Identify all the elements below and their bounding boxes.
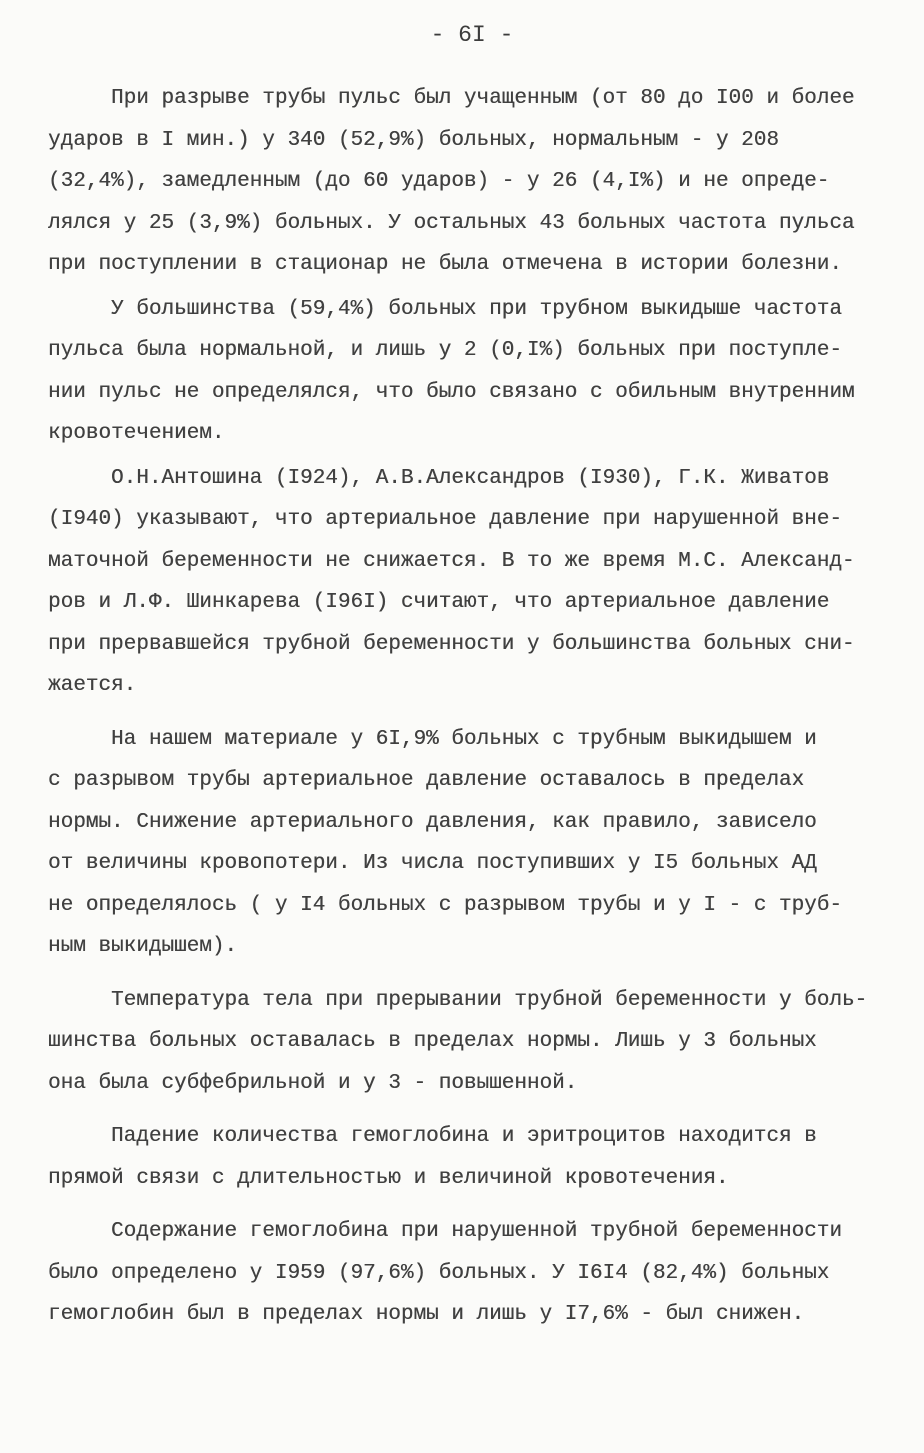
text-line: кровотечением. — [48, 422, 225, 445]
page-number: - 6I - — [430, 22, 514, 48]
text-line: На нашем материале у 6I,9% больных с трубным выкидышем и — [48, 727, 817, 751]
text-line: жается. — [48, 674, 137, 697]
text-line: О.Н.Антошина (I924), А.В.Александров (I930), Г.К. Живатов — [48, 466, 830, 490]
text-line: лялся у 25 (3,9%) больных. У остальных 43 больных частота пульса — [48, 211, 855, 235]
text-line: (I940) указывают, что артериальное давление при нарушенной вне- — [48, 508, 842, 531]
text-line: она была субфебрильной и у 3 - повышенной. — [48, 1071, 578, 1095]
text-line: У большинства (59,4%) больных при трубном выкидыше частота — [48, 297, 842, 321]
paragraph-hemoglobin-drop — [48, 1116, 878, 1199]
paragraph-blood-pressure-own — [48, 719, 878, 968]
text-line: Содержание гемоглобина при нарушенной трубной беременности — [48, 1220, 842, 1243]
text-line: При разрыве трубы пульс был учащенным (от 80 до I00 и более — [48, 87, 855, 110]
text-line: маточной беременности не снижается. В то же время М.С. Александ- — [48, 549, 855, 573]
text-line: прямой связи с длительностью и величиной кровотечения. — [48, 1166, 729, 1190]
paragraph-pulse-abortion — [48, 289, 878, 455]
text-line: с разрывом трубы артериальное давление оставалось в пределах — [48, 769, 805, 792]
text-line: от величины кровопотери. Из числа поступивших у I5 больных АД — [48, 852, 817, 875]
text-line: гемоглобин был в пределах нормы и лишь у I7,6% - был снижен. — [48, 1303, 805, 1326]
text-line: ров и Л.Ф. Шинкарева (I96I) считают, что артериальное давление — [48, 591, 830, 614]
text-line: ным выкидышем). — [48, 935, 238, 958]
text-line: при прервавшейся трубной беременности у большинства больных сни- — [48, 632, 855, 656]
document-body — [48, 78, 878, 1336]
text-line: Падение количества гемоглобина и эритроцитов находится в — [48, 1125, 817, 1148]
text-line: ударов в I мин.) у 340 (52,9%) больных, нормальным - у 208 — [48, 128, 779, 152]
text-line: при поступлении в стационар не была отмечена в истории болезни. — [48, 253, 842, 276]
text-line: не определялось ( у I4 больных с разрывом трубы и у I - с труб- — [48, 893, 842, 917]
text-line: пульса была нормальной, и лишь у 2 (0,I%) больных при поступле- — [48, 339, 842, 362]
text-line: Температура тела при прерывании трубной беременности у боль- — [48, 988, 868, 1012]
paragraph-pulse-rupture — [48, 78, 878, 286]
paragraph-hemoglobin-content — [48, 1211, 878, 1336]
text-line: нии пульс не определялся, что было связано с обильным внутренним — [48, 380, 855, 404]
paragraph-blood-pressure-literature — [48, 458, 878, 707]
text-line: (32,4%), замедленным (до 60 ударов) - у 26 (4,I%) и не опреде- — [48, 170, 830, 193]
text-line: шинства больных оставалась в пределах нормы. Лишь у 3 больных — [48, 1030, 817, 1053]
paragraph-temperature — [48, 980, 878, 1105]
text-line: нормы. Снижение артериального давления, как правило, зависело — [48, 810, 817, 834]
text-line: было определено у I959 (97,6%) больных. У I6I4 (82,4%) больных — [48, 1261, 830, 1285]
